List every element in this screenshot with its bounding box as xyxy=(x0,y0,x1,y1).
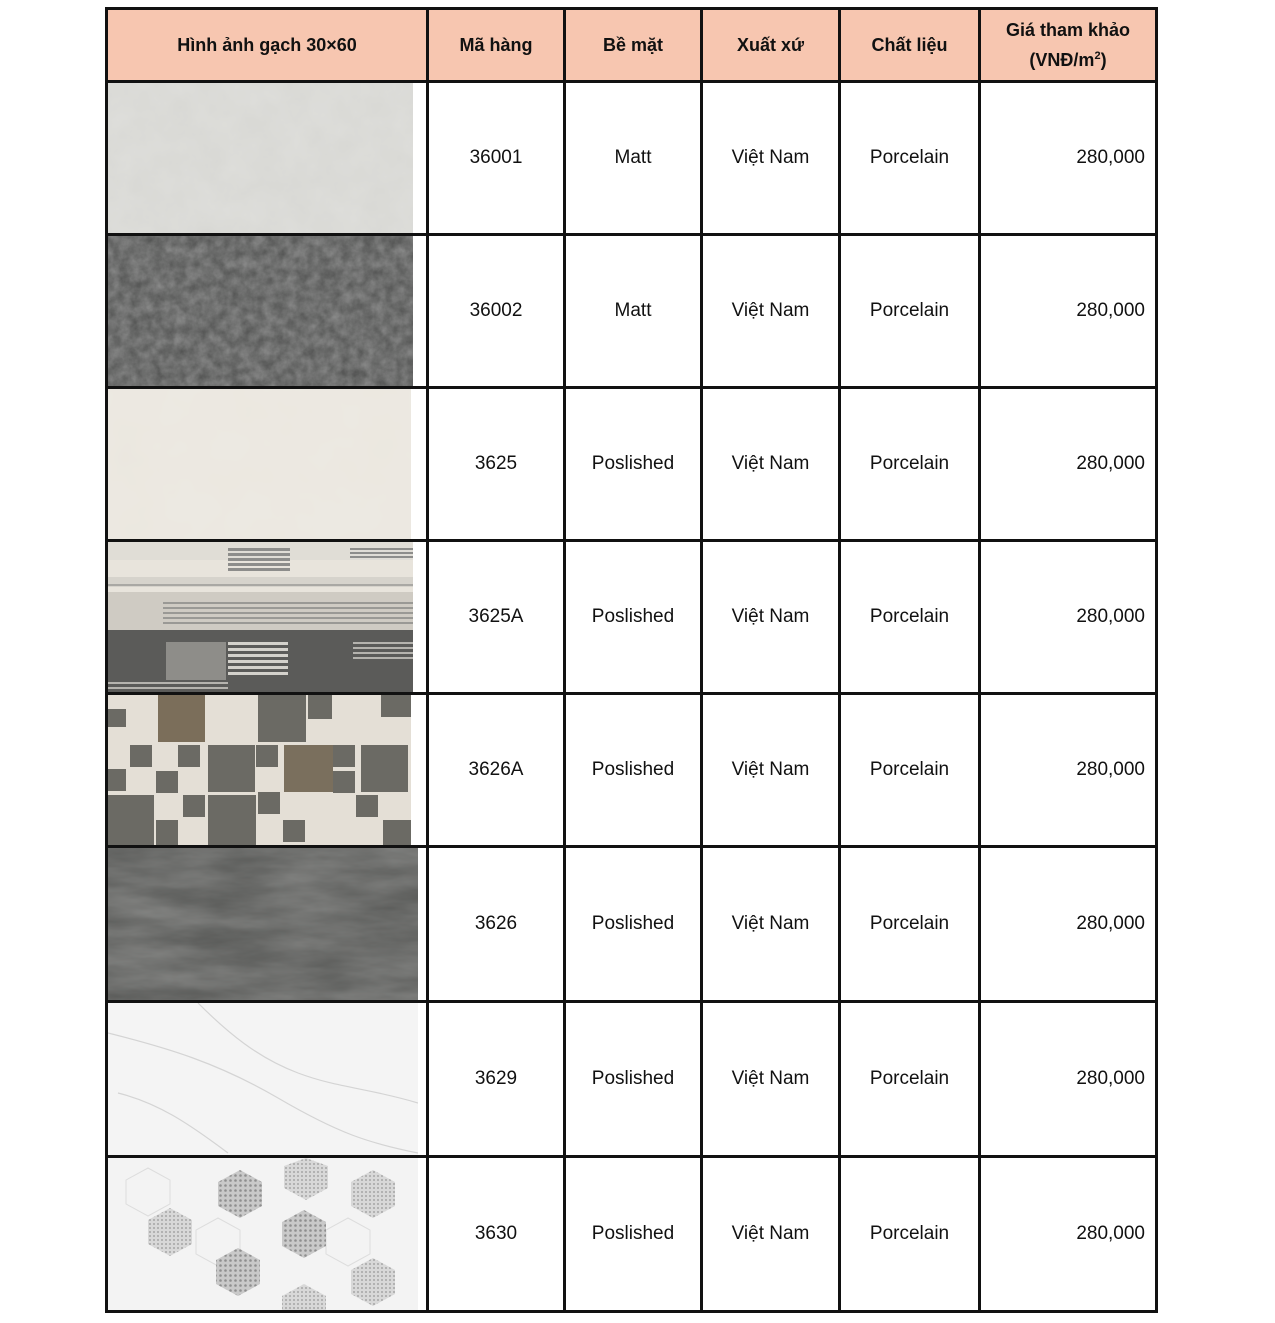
header-price xyxy=(980,9,1157,82)
cell-surface: Poslished xyxy=(565,1157,702,1312)
table-row xyxy=(107,847,1157,1002)
cell-surface: Matt xyxy=(565,82,702,235)
tile-image-cell xyxy=(107,541,428,694)
cell-origin: Việt Nam xyxy=(702,1002,840,1157)
cell-material: Porcelain xyxy=(840,1002,980,1157)
header-row xyxy=(107,9,1157,82)
header-price-unit-sup: 2 xyxy=(1094,50,1101,62)
cell-price: 280,000 xyxy=(980,82,1157,235)
cell-surface: Poslished xyxy=(565,847,702,1002)
tile-image-square-mosaic-decor xyxy=(108,695,411,845)
tile-image-cell xyxy=(107,847,428,1002)
cell-code: 3625A xyxy=(428,541,565,694)
cell-code: 3629 xyxy=(428,1002,565,1157)
table-row xyxy=(107,235,1157,388)
table-row xyxy=(107,694,1157,847)
cell-origin: Việt Nam xyxy=(702,847,840,1002)
cell-code: 3630 xyxy=(428,1157,565,1312)
cell-code: 36002 xyxy=(428,235,565,388)
cell-material: Porcelain xyxy=(840,82,980,235)
header-code: Mã hàng xyxy=(428,9,565,82)
cell-price: 280,000 xyxy=(980,847,1157,1002)
tile-price-table xyxy=(105,7,1158,1313)
cell-code: 3625 xyxy=(428,388,565,541)
tile-image-cell xyxy=(107,235,428,388)
cell-price: 280,000 xyxy=(980,235,1157,388)
cell-origin: Việt Nam xyxy=(702,82,840,235)
tile-image-light-grey-stone xyxy=(108,83,413,233)
tile-image-dark-grey-stone xyxy=(108,236,413,386)
cell-origin: Việt Nam xyxy=(702,1157,840,1312)
cell-origin: Việt Nam xyxy=(702,388,840,541)
table-row xyxy=(107,1002,1157,1157)
cell-material: Porcelain xyxy=(840,694,980,847)
table-row xyxy=(107,1157,1157,1312)
table-row xyxy=(107,82,1157,235)
tile-image-cream-stone xyxy=(108,389,411,539)
header-image: Hình ảnh gạch 30×60 xyxy=(107,9,428,82)
header-price-line1: Giá tham khảo xyxy=(1005,20,1131,40)
cell-surface: Poslished xyxy=(565,541,702,694)
header-price-unit-suffix: ) xyxy=(1100,50,1107,70)
tile-image-cell xyxy=(107,694,428,847)
tile-image-white-marble xyxy=(108,1003,418,1155)
header-material: Chất liệu xyxy=(840,9,980,82)
cell-price: 280,000 xyxy=(980,388,1157,541)
cell-price: 280,000 xyxy=(980,694,1157,847)
tile-image-striped-decor xyxy=(108,542,413,692)
cell-material: Porcelain xyxy=(840,388,980,541)
tile-image-cell xyxy=(107,1157,428,1312)
cell-origin: Việt Nam xyxy=(702,235,840,388)
tile-image-cell xyxy=(107,388,428,541)
tile-image-hexagon-decor xyxy=(108,1158,418,1310)
tile-image-cell xyxy=(107,1002,428,1157)
table-row xyxy=(107,388,1157,541)
cell-surface: Poslished xyxy=(565,388,702,541)
cell-surface: Poslished xyxy=(565,1002,702,1157)
cell-price: 280,000 xyxy=(980,1157,1157,1312)
cell-code: 36001 xyxy=(428,82,565,235)
cell-code: 3626A xyxy=(428,694,565,847)
cell-surface: Poslished xyxy=(565,694,702,847)
cell-material: Porcelain xyxy=(840,1157,980,1312)
header-surface: Bề mặt xyxy=(565,9,702,82)
header-price-unit-prefix: (VNĐ/m xyxy=(1029,50,1095,70)
cell-code: 3626 xyxy=(428,847,565,1002)
cell-origin: Việt Nam xyxy=(702,694,840,847)
cell-price: 280,000 xyxy=(980,541,1157,694)
cell-material: Porcelain xyxy=(840,235,980,388)
tile-image-cell xyxy=(107,82,428,235)
table-row xyxy=(107,541,1157,694)
cell-price: 280,000 xyxy=(980,1002,1157,1157)
header-origin: Xuất xứ xyxy=(702,9,840,82)
cell-surface: Matt xyxy=(565,235,702,388)
cell-material: Porcelain xyxy=(840,847,980,1002)
cell-origin: Việt Nam xyxy=(702,541,840,694)
tile-image-dark-slate xyxy=(108,848,418,1000)
cell-material: Porcelain xyxy=(840,541,980,694)
